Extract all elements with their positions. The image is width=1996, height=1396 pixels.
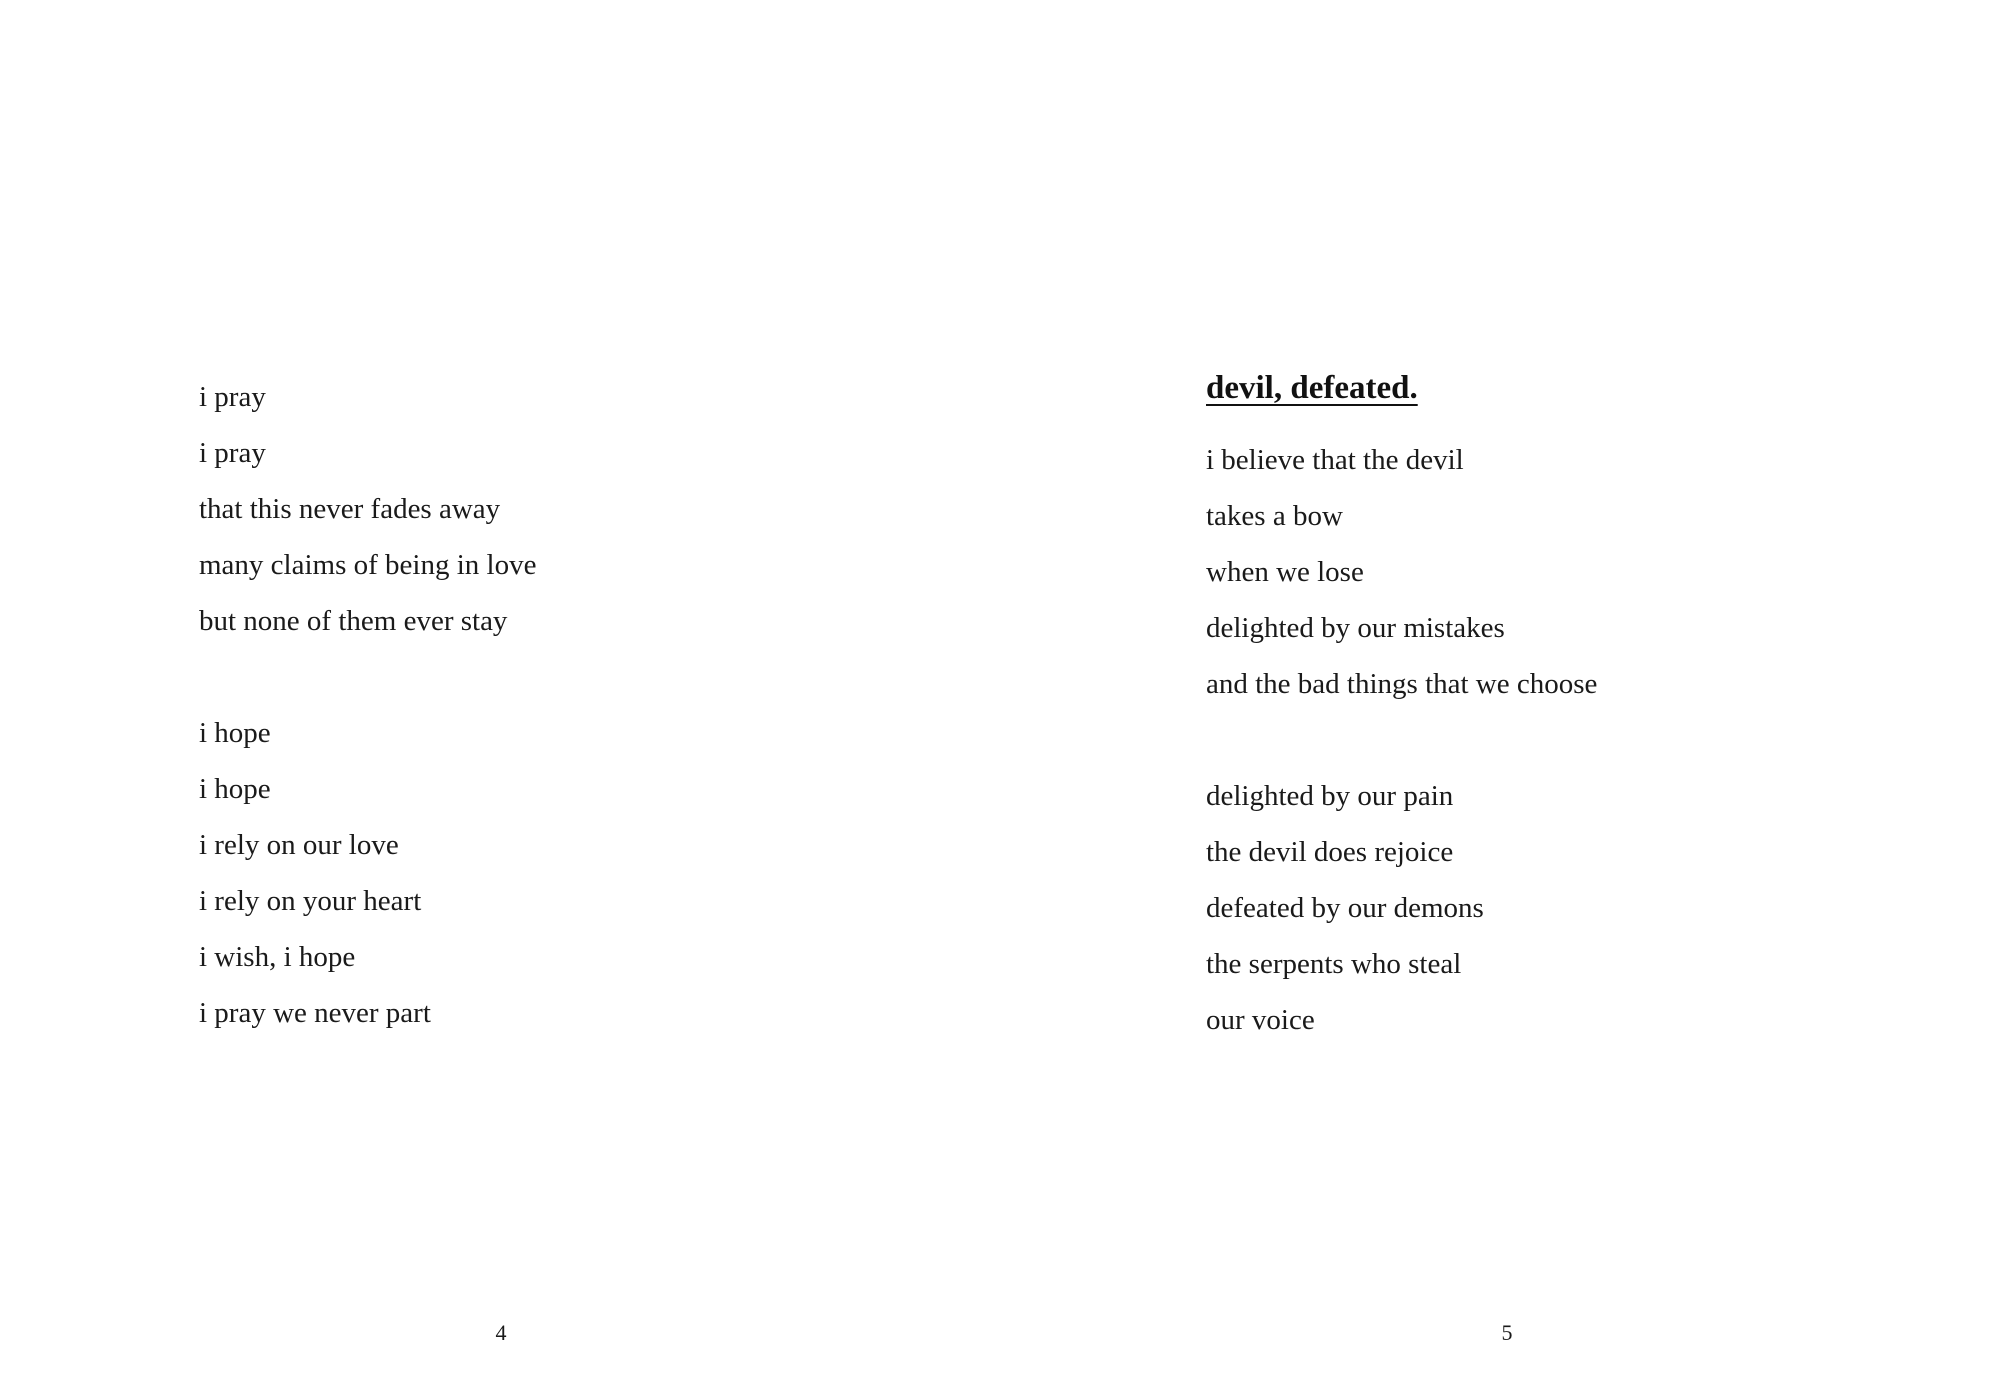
poem-line: the devil does rejoice: [1206, 836, 1454, 868]
poem-title: devil, defeated.: [1206, 370, 1418, 406]
poem-line: and the bad things that we choose: [1206, 668, 1598, 700]
left-poem-stanza-1: [199, 369, 536, 649]
poem-line: i hope: [199, 773, 271, 805]
poem-line: i believe that the devil: [1206, 444, 1464, 476]
right-poem-stanza-1: [1206, 432, 1597, 712]
poem-line: i rely on our love: [199, 829, 399, 861]
poem-line: but none of them ever stay: [199, 605, 508, 637]
poem-line: i pray we never part: [199, 997, 431, 1029]
right-poem-stanza-2: [1206, 768, 1484, 1048]
page-number: 4: [495, 1320, 507, 1345]
poem-line: defeated by our demons: [1206, 892, 1484, 924]
poem-line: i rely on your heart: [199, 885, 422, 917]
poem-line: the serpents who steal: [1206, 948, 1462, 980]
poem-line: i hope: [199, 717, 271, 749]
poem-line: i pray: [199, 381, 266, 413]
poem-line: delighted by our mistakes: [1206, 612, 1505, 644]
poem-line: takes a bow: [1206, 500, 1343, 532]
poem-line: that this never fades away: [199, 493, 501, 525]
page-number: 5: [1501, 1320, 1513, 1345]
left-poem-stanza-2: [199, 705, 431, 1041]
poem-line: our voice: [1206, 1004, 1315, 1036]
poem-line: when we lose: [1206, 556, 1364, 588]
poem-line: many claims of being in love: [199, 549, 537, 581]
poem-line: i wish, i hope: [199, 941, 356, 973]
poem-line: delighted by our pain: [1206, 780, 1454, 812]
poem-line: i pray: [199, 437, 266, 469]
right-page: [998, 0, 1996, 1396]
